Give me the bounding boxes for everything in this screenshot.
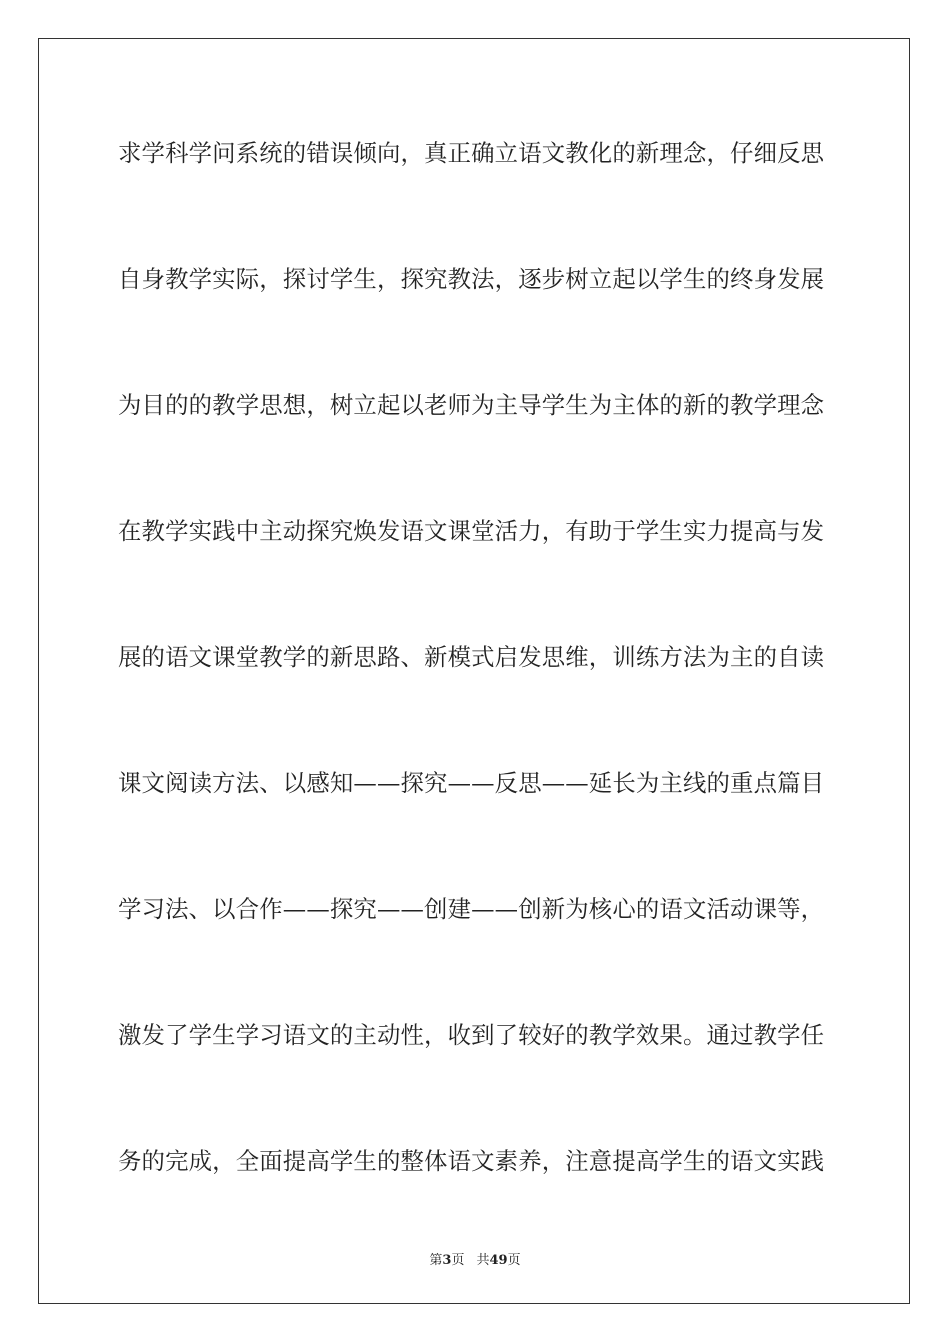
page-footer [0, 1249, 950, 1268]
document-body [118, 128, 838, 1262]
total-pages: 49 [489, 1253, 508, 1268]
text-line: 务的完成，全面提高学生的整体语文素养，注意提高学生的语文实践 [118, 1147, 825, 1175]
total-prefix: 共 [476, 1253, 490, 1268]
total-suffix: 页 [507, 1253, 521, 1268]
text-line: 求学科学问系统的错误倾向，真正确立语文教化的新理念，仔细反思 [118, 139, 825, 167]
text-line: 展的语文课堂教学的新思路、新模式启发思维，训练方法为主的自读 [118, 643, 825, 671]
page-suffix: 页 [451, 1253, 465, 1268]
text-line: 学习法、以合作——探究——创建——创新为核心的语文活动课等， [118, 895, 825, 923]
text-line: 激发了学生学习语文的主动性，收到了较好的教学效果。通过教学任 [118, 1021, 825, 1049]
page-prefix: 第 [429, 1253, 443, 1268]
text-line: 自身教学实际，探讨学生，探究教法，逐步树立起以学生的终身发展 [118, 265, 825, 293]
text-line: 课文阅读方法、以感知——探究——反思——延长为主线的重点篇目 [118, 769, 825, 797]
page-number: 3 [442, 1253, 452, 1268]
text-line: 为目的的教学思想，树立起以老师为主导学生为主体的新的教学理念 [118, 391, 825, 419]
text-line: 在教学实践中主动探究焕发语文课堂活力，有助于学生实力提高与发 [118, 517, 825, 545]
